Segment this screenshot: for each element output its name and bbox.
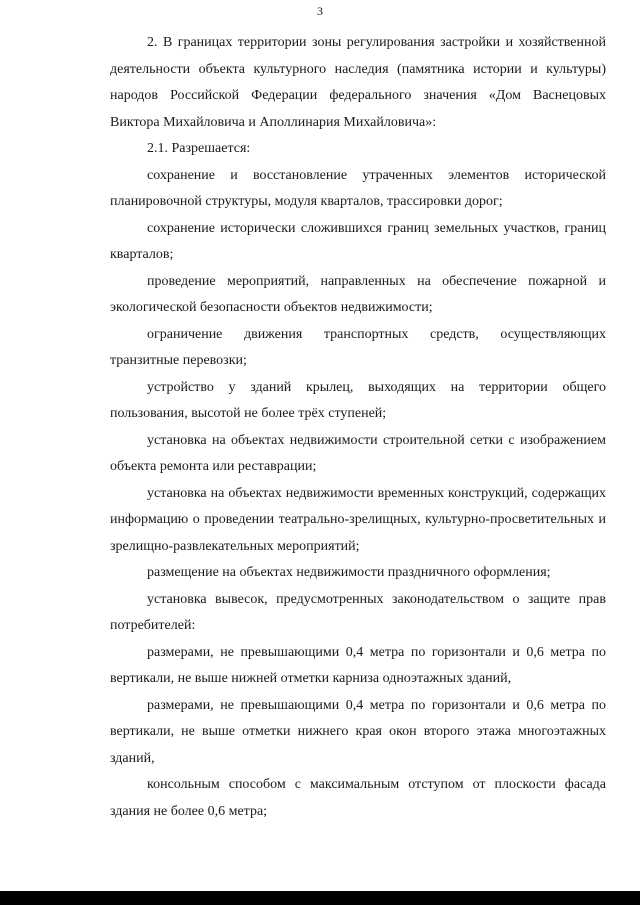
paragraph-construction-mesh: установка на объектах недвижимости строительной сетки с изображением объекта ремонта или реставрации; (110, 432, 606, 474)
paragraph-land-boundaries: сохранение исторически сложившихся границ земельных участков, границ кварталов; (110, 220, 606, 262)
paragraph-zone-intro: 2. В границах территории зоны регулирования застройки и хозяйственной деятельности объекта культурного наследия (памятника истории и культуры) народов Российской Федерации федерального значения «Дом Васнецовых Виктора Михайловича и Аполлинария Михайловича»: (110, 35, 606, 130)
paragraph-signage-one-storey: размерами, не превышающими 0,4 метра по горизонтали и 0,6 метра по вертикали, не выше нижней отметки карниза одноэтажных зданий, (110, 644, 606, 686)
scan-bottom-border (0, 891, 640, 905)
paragraph-planning-structure: сохранение и восстановление утраченных элементов исторической планировочной структуры, модуля кварталов, трассировки дорог; (110, 167, 606, 209)
paragraph-traffic-limit: ограничение движения транспортных средств, осуществляющих транзитные перевозки; (110, 326, 606, 368)
paragraph-festive-decoration: размещение на объектах недвижимости праздничного оформления; (147, 565, 551, 580)
paragraph-porches: устройство у зданий крылец, выходящих на территории общего пользования, высотой не более трёх ступеней; (110, 379, 606, 421)
paragraph-signage-multi-storey: размерами, не превышающими 0,4 метра по горизонтали и 0,6 метра по вертикали, не выше отметки нижнего края окон второго этажа многоэтажных зданий, (110, 697, 606, 766)
page-number: 3 (317, 4, 323, 18)
paragraph-section-2-1: 2.1. Разрешается: (147, 141, 251, 156)
paragraph-signage: установка вывесок, предусмотренных законодательством о защите прав потребителей: (110, 591, 606, 633)
paragraph-signage-console: консольным способом с максимальным отступом от плоскости фасада здания не более 0,6 метра; (110, 777, 606, 819)
paragraph-temporary-structures: установка на объектах недвижимости временных конструкций, содержащих информацию о проведении театрально-зрелищных, культурно-просветительных и зрелищно-развлекательных мероприятий; (110, 485, 606, 554)
document-body (110, 30, 606, 825)
paragraph-fire-safety: проведение мероприятий, направленных на обеспечение пожарной и экологической безопасности объектов недвижимости; (110, 273, 606, 315)
